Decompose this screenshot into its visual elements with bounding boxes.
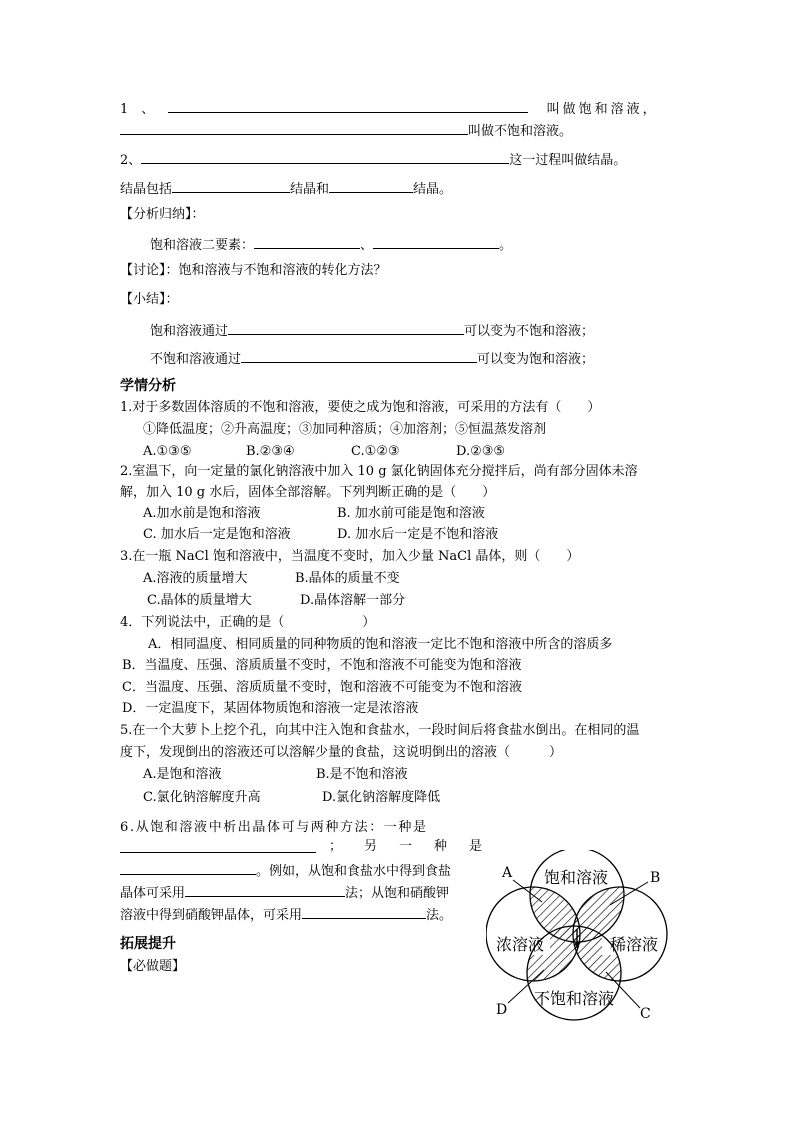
q1-option-b[interactable]: B.②③④ <box>246 444 295 459</box>
q6-blank4[interactable] <box>302 904 426 919</box>
summary-blank2[interactable] <box>241 348 477 363</box>
q2-option-a[interactable]: A.加水前是饱和溶液 <box>143 506 261 521</box>
q6-blank1[interactable] <box>120 838 316 853</box>
q3-option-d[interactable]: D.晶体溶解一部分 <box>300 593 406 608</box>
q1-blank1[interactable] <box>168 98 528 113</box>
q1-line2: 叫做不饱和溶液。 <box>120 120 572 141</box>
q1-line1: 1 、 叫做饱和溶液， <box>120 98 659 119</box>
q6-line1: 6.从饱和溶液中析出晶体可与两种方法：一种是 <box>120 820 428 835</box>
crystallization-line: 结晶包括 结晶和 结晶。 <box>120 178 452 199</box>
summary-line1: 饱和溶液通过 可以变为不饱和溶液； <box>150 320 594 341</box>
q2-blank[interactable] <box>141 149 509 164</box>
q6-line3: 。例如，从饱和食盐水中得到食盐 <box>120 860 451 881</box>
q4-option-c[interactable]: C．当温度、压强、溶质质量不变时，饱和溶液不可能变为不饱和溶液 <box>122 680 522 695</box>
letter-d: D <box>496 1002 508 1018</box>
q1-option-a[interactable]: A.①③⑤ <box>143 444 192 459</box>
q3-option-b[interactable]: B.晶体的质量不变 <box>295 571 400 586</box>
q6-line2: ；另一种是 <box>120 838 482 859</box>
label-concentrated: 浓溶液 <box>495 935 545 954</box>
q6-blank2[interactable] <box>120 860 256 875</box>
q2-option-c[interactable]: C. 加水后一定是饱和溶液 <box>143 527 291 542</box>
q2-option-b[interactable]: B. 加水前可能是饱和溶液 <box>337 506 485 521</box>
q3-option-c[interactable]: C.晶体的质量增大 <box>147 593 252 608</box>
q2-option-d[interactable]: D. 加水后一定是不饱和溶液 <box>337 527 499 542</box>
letter-b: B <box>650 870 661 886</box>
summary-label: 【小结】： <box>120 292 179 307</box>
q3-stem: 3.在一瓶 NaCl 饱和溶液中，当温度不变时，加入少量 NaCl 晶体，则（ ） <box>120 549 580 564</box>
q5-option-c[interactable]: C.氯化钠溶解度升高 <box>143 790 261 805</box>
q1-stem: 1.对于多数固体溶质的不饱和溶液，要使之成为饱和溶液，可采用的方法有（ ） <box>120 400 601 415</box>
q5-stem-1: 5.在一个大萝卜上挖个孔，向其中注入饱和食盐水，一段时间后将食盐水倒出。在相同的温 <box>120 723 640 738</box>
q4-option-b[interactable]: B．当温度、压强、溶质质量不变时，不饱和溶液不可能变为饱和溶液 <box>122 658 522 673</box>
q6-line4: 晶体可采用 法；从饱和硝酸钾 <box>120 882 449 903</box>
q4-option-d[interactable]: D．一定温度下，某固体物质饱和溶液一定是浓溶液 <box>122 701 419 716</box>
discussion-line: 【讨论】：饱和溶液与不饱和溶液的转化方法？ <box>120 263 387 278</box>
label-saturated: 饱和溶液 <box>543 868 609 887</box>
element-blank2[interactable] <box>373 234 499 249</box>
analysis-label: 【分析归纳】： <box>120 207 205 222</box>
q5-option-b[interactable]: B.是不饱和溶液 <box>316 767 408 782</box>
solution-venn-diagram <box>486 850 682 1026</box>
q2-stem-1: 2.室温下，向一定量的氯化钠溶液中加入 10 g 氯化钠固体充分搅拌后，尚有部分固体未溶 <box>120 464 638 479</box>
q3-option-a[interactable]: A.溶液的质量增大 <box>143 571 248 586</box>
letter-c: C <box>640 1006 651 1022</box>
label-dilute: 稀溶液 <box>609 935 659 954</box>
element-blank1[interactable] <box>254 234 360 249</box>
cryst-blank2[interactable] <box>329 178 413 193</box>
q5-stem-2: 度下，发现倒出的溶液还可以溶解少量的食盐，这说明倒出的溶液（ ） <box>120 745 563 760</box>
q1-blank2[interactable] <box>120 120 468 135</box>
q5-option-a[interactable]: A.是饱和溶液 <box>143 767 222 782</box>
q1-option-c[interactable]: C.①②③ <box>351 444 400 459</box>
extension-heading: 拓展提升 <box>120 936 176 952</box>
q2-stem-2: 解，加入 10 g 水后，固体全部溶解。下列判断正确的是（ ） <box>120 485 496 500</box>
q6-blank3[interactable] <box>185 882 345 897</box>
q4-option-a[interactable]: A．相同温度、相同质量的同种物质的饱和溶液一定比不饱和溶液中所含的溶质多 <box>148 637 613 652</box>
two-elements-line: 饱和溶液二要素： 、 。 <box>150 234 512 255</box>
analysis-heading: 学情分析 <box>120 378 176 394</box>
summary-blank1[interactable] <box>228 320 464 335</box>
letter-a: A <box>502 865 513 881</box>
q5-option-d[interactable]: D.氯化钠溶解度降低 <box>322 790 441 805</box>
required-label: 【必做题】 <box>120 959 186 974</box>
label-unsaturated: 不饱和溶液 <box>533 989 615 1008</box>
cryst-blank1[interactable] <box>172 178 290 193</box>
q4-stem: 4．下列说法中，正确的是（ ） <box>120 615 376 630</box>
q2-line: 2、 这一过程叫做结晶。 <box>120 149 626 170</box>
summary-line2: 不饱和溶液通过 可以变为饱和溶液； <box>150 348 594 369</box>
q6-line5: 溶液中得到硝酸钾晶体，可采用 法。 <box>120 904 452 925</box>
q1-option-d[interactable]: D.②③⑤ <box>456 444 506 459</box>
q1-items: ①降低温度；②升高温度；③加同种溶质；④加溶剂；⑤恒温蒸发溶剂 <box>143 422 547 437</box>
